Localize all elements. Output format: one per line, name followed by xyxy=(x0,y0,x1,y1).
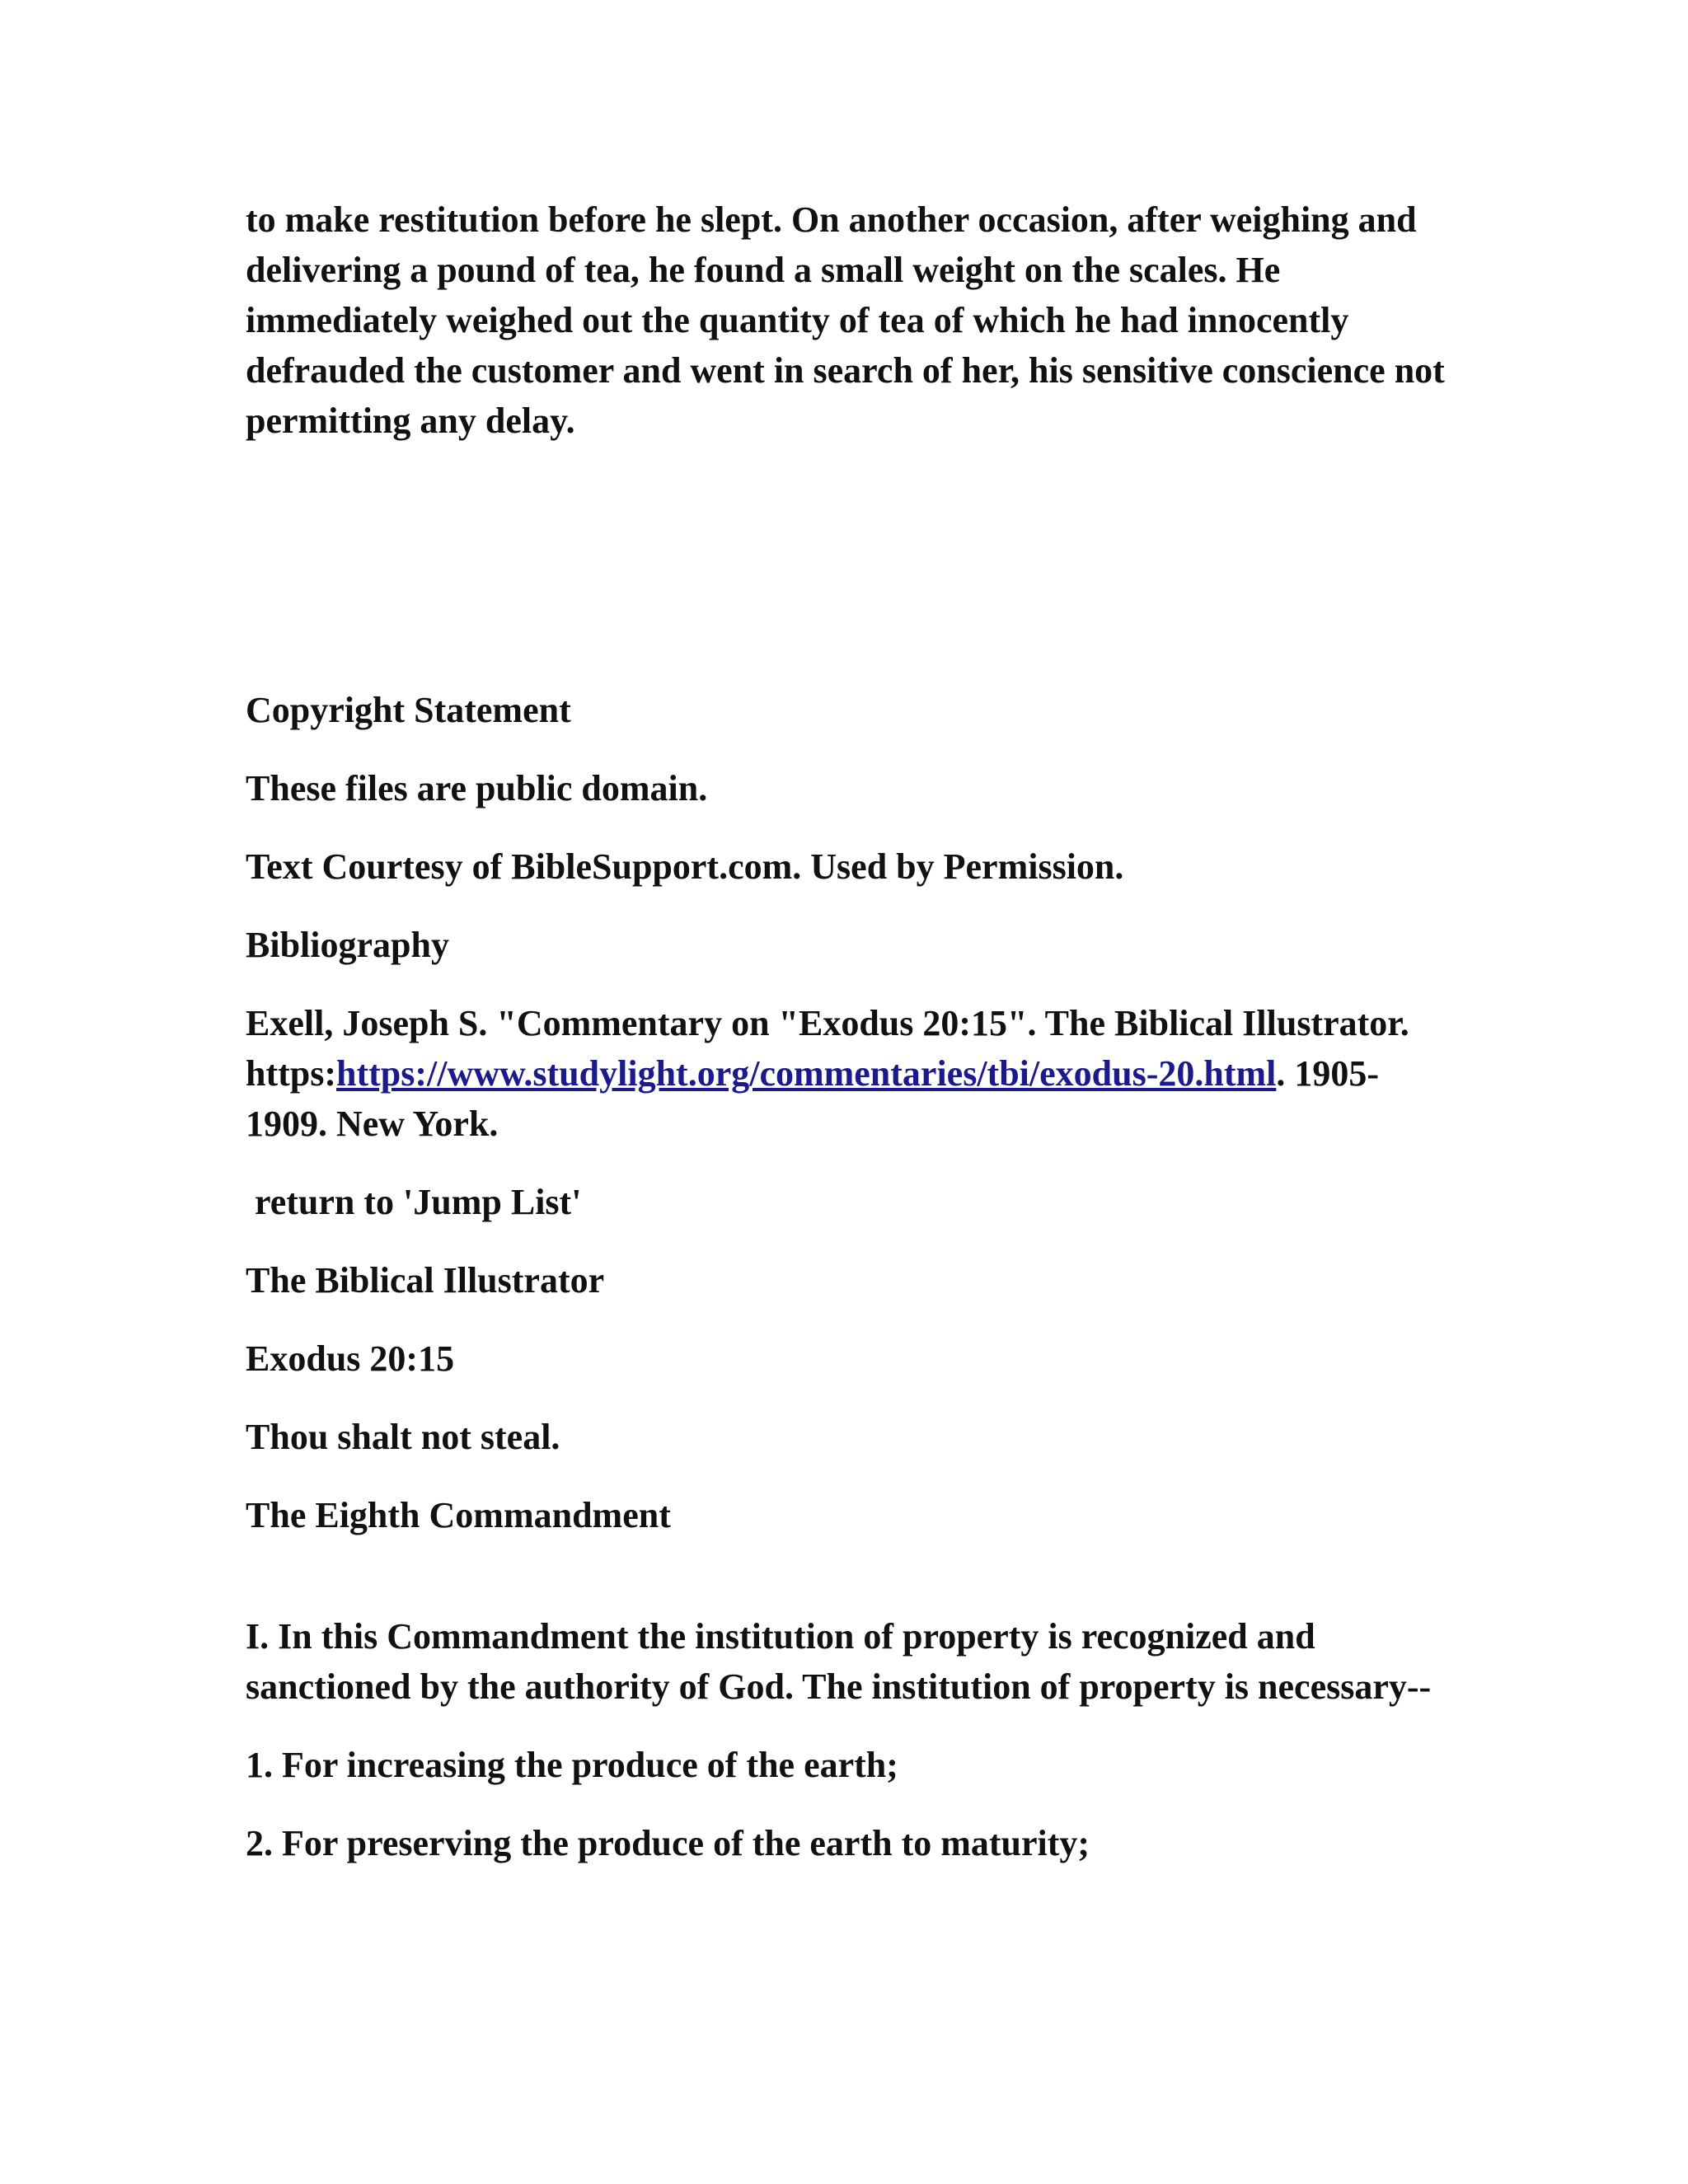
commentary-point-one: I. In this Commandment the institution of property is recognized and sanctioned by the authority of God. The institution of property is necessary-- xyxy=(246,1616,1432,1707)
verse-text: Thou shalt not steal. xyxy=(246,1417,560,1457)
courtesy-text: Text Courtesy of BibleSupport.com. Used by Permission. xyxy=(246,846,1124,887)
citation-link[interactable]: https://www.studylight.org/commentaries/tbi/exodus-20.html xyxy=(336,1053,1277,1094)
story-paragraph: to make restitution before he slept. On another occasion, after weighing and delivering a pound of tea, he found a small weight on the scales. He immediately weighed out the quantity of tea of which he had innocently defrauded the customer and went in search of her, his sensitive conscience not permitting any delay. xyxy=(246,199,1445,441)
commentary-item-2: 2. For preserving the produce of the earth to maturity; xyxy=(246,1823,1090,1863)
commentary-item-1: 1. For increasing the produce of the earth; xyxy=(246,1745,898,1785)
bibliography-heading: Bibliography xyxy=(246,925,449,965)
copyright-heading: Copyright Statement xyxy=(246,690,571,730)
document-page xyxy=(246,194,1449,1896)
spacer xyxy=(246,446,1449,685)
citation-prefix: Exell, Joseph S. "Commentary on "Exodus 20:15". The Biblical Illustrator. https: xyxy=(246,1003,1409,1094)
jump-list-link[interactable]: return to 'Jump List' xyxy=(246,1182,582,1222)
bibliography-citation xyxy=(246,998,1449,1149)
spacer xyxy=(246,1540,1449,1611)
public-domain-text: These files are public domain. xyxy=(246,768,708,808)
citation-suffix: . 1905-1909. New York. xyxy=(246,1053,1380,1144)
section-reference: Exodus 20:15 xyxy=(246,1338,455,1379)
section-title: The Biblical Illustrator xyxy=(246,1260,605,1301)
section-subtitle: The Eighth Commandment xyxy=(246,1495,671,1535)
